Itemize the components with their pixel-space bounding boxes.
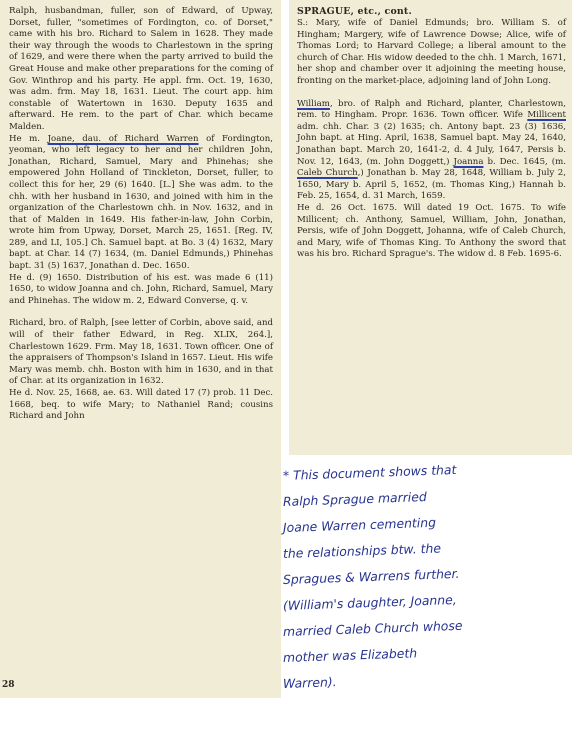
- note-line: married Caleb Church whose: [282, 617, 463, 639]
- sprague-continued-header: SPRAGUE, etc., cont.: [297, 6, 412, 17]
- ralph-marriage-paragraph: [9, 134, 273, 273]
- note-line: * This document shows that: [282, 461, 457, 483]
- william-name-underlined: William: [297, 98, 330, 109]
- sprague-continued-paragraph: S.: Mary, wife of Daniel Edmunds; bro. William S. of Hingham; Margery, wife of Lawrence Dowse; Alice, wife of Thomas Lord; to Harvard College; a liberal amount to the church of Char. His widow deeded to the chh. 1 March, 1671, her shop and chamber over it adjoining the meeting house, fronting on the market-place, adjoining land of John Long.: [297, 18, 566, 86]
- joanna-underlined: Joanna: [453, 156, 484, 167]
- note-line: the relationships btw. the: [282, 540, 442, 561]
- joane-warren-underlined: Joane, dau. of Richard Warren: [47, 133, 199, 144]
- marriage-text-after: of Fordington, yeoman, who left legacy to her and her children John, Jonathan, Richard, Samuel, Mary and Phinehas; she empowered John Holland of Tinckleton, Dorset, fuller, to collect this for her, 29 (6) 1640. [L.] She was adm. to the chh. with her husband in 1630, and joined with him in the organization of the Charlestown chh. in Nov. 1632, and in that of Malden in 1649. His father-in-law, John Corbin, wrote him from Upway, Dorset, March 25, 1651. [Reg. IV, 289, and LI, 105.] Ch. Samuel bapt. at Bo. 3 (4) 1632, Mary bapt. at Char. 14 (7) 1634, (m. Daniel Edmunds,) Phinehas bapt. 31 (5) 1637, Jonathan d. Dec. 1650.: [9, 133, 273, 272]
- note-line: Joane Warren cementing: [282, 514, 437, 535]
- william-text-2: adm. chh. Char. 3 (2) 1635; ch. Antony bapt. 23 (3) 1636, John bapt. at Hing. April, 1638, Samuel bapt. May 24, 1640, Jonathan bapt. March 20, 1641-2, d. 4 July, 1647, Persis b. Nov. 12, 1643, (m. John Doggett,): [297, 121, 566, 167]
- caleb-church-underlined: Caleb Church: [297, 168, 358, 179]
- handwritten-note: [283, 463, 575, 728]
- millicent-underlined: Millicent: [527, 110, 566, 121]
- ralph-death-paragraph: He d. (9) 1650. Distribution of his est. was made 6 (11) 1650, to widow Joanna and ch. John, Richard, Samuel, Mary and Phinehas. The widow m. 2, Edward Converse, q. v.: [9, 272, 273, 306]
- note-line: Ralph Sprague married: [282, 488, 427, 509]
- richard-intro-paragraph: Richard, bro. of Ralph, [see letter of Corbin, above said, and will of their father Edward, in Reg. XLIX, 264.], Charlestown 1629. Frm. May 18, 1631. Town officer. One of the appraisers of Thompson's Island in 1657. Lieut. His wife Mary was memb. chh. Boston with him in 1630, and in that of Char. at its organization in 1632.: [9, 318, 273, 387]
- william-death-paragraph: He d. 26 Oct. 1675. Will dated 19 Oct. 1675. To wife Millicent; ch. Anthony, Samuel, William, John, Jonathan, Persis, wife of John Doggett, Johanna, wife of Caleb Church, and Mary, wife of Thomas King. To Anthony the sword that was his bro. Richard Sprague's. The widow d. 8 Feb. 1695-6.: [297, 202, 566, 260]
- william-text-1: , bro. of Ralph and Richard, planter, Charlestown, rem. to Hingham. Propr. 1636. Town officer. Wife: [297, 98, 566, 121]
- william-text-3: b. Dec. 1645, (m.: [483, 156, 566, 167]
- note-line: Warren).: [282, 674, 337, 691]
- richard-death-paragraph: He d. Nov. 25, 1668, ae. 63. Will dated 17 (7) prob. 11 Dec. 1668, beq. to wife Mary; to Nathaniel Rand; cousins Richard and John: [9, 388, 273, 422]
- note-line: (William's daughter, Joanne,: [282, 591, 457, 613]
- note-line: Spragues & Warrens further.: [282, 565, 460, 587]
- note-line: mother was Elizabeth: [282, 645, 418, 665]
- page-number: 28: [2, 680, 15, 690]
- william-paragraph: [297, 99, 566, 203]
- marriage-text-before: He m.: [9, 133, 48, 144]
- right-newspaper-clipping: [289, 0, 572, 455]
- ralph-intro-paragraph: Ralph, husbandman, fuller, son of Edward, of Upway, Dorset, fuller, "sometimes of Fordington, co. of Dorset," came with his bro. Richard to Salem in 1628. They made their way through the woods to Charlestown in the spring of 1629, and were there when the party arrived to build the Great House and make other preparations for the coming of Gov. Winthrop and his party. He appl. frm. Oct. 19, 1630, was adm. frm. May 18, 1631. Lieut. The court app. him constable of Watertown in 1630. Deputy 1635 and afterward. He rem. to the part of Char. which became Malden.: [9, 6, 273, 132]
- left-newspaper-clipping: [0, 0, 281, 698]
- william-text-4: ,) Jonathan b. May 28, 1648, William b. July 2, 1650, Mary b. April 5, 1652, (m. Thomas King,) Hannah b. Feb. 25, 1654, d. 31 March, 1659.: [297, 168, 566, 202]
